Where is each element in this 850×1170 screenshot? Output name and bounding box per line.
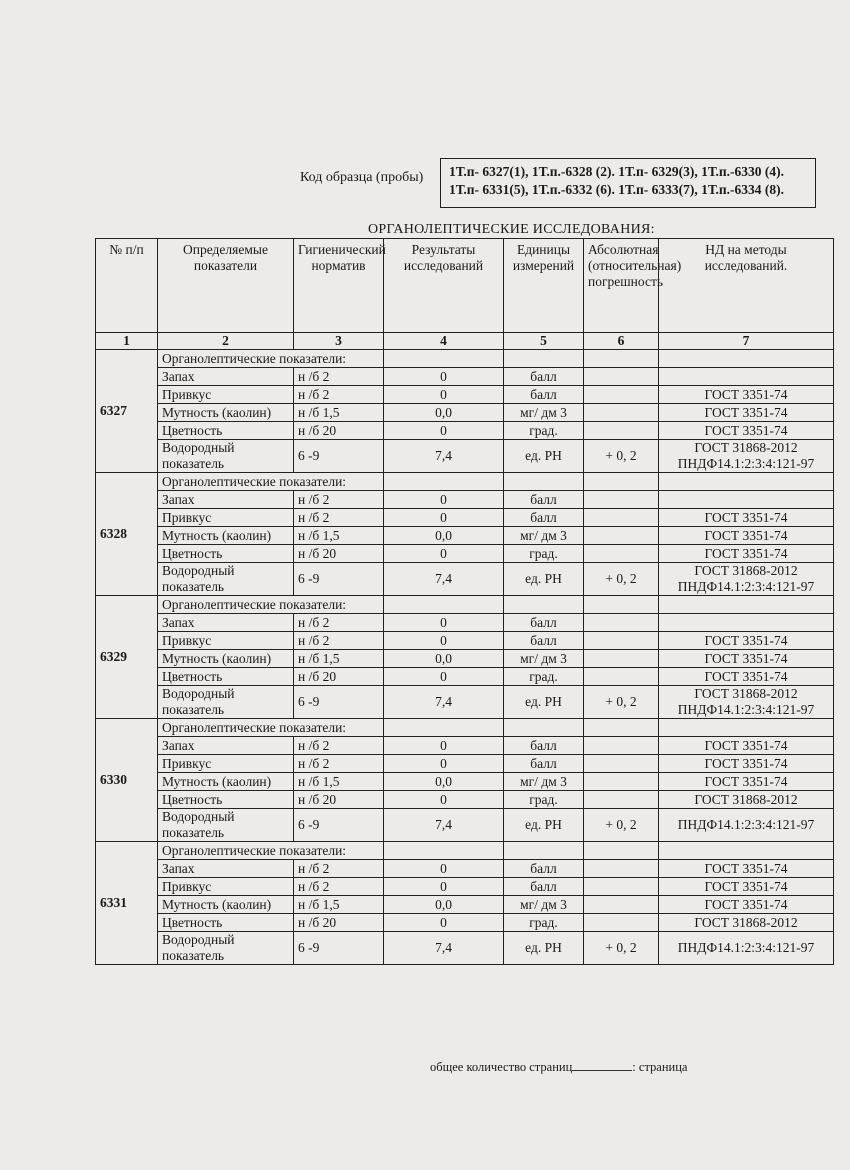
unit: ед. РН: [504, 563, 584, 596]
method-doc: ГОСТ 3351-74: [659, 422, 834, 440]
result-value: 0: [384, 668, 504, 686]
unit: мг/ дм 3: [504, 527, 584, 545]
empty-cell: [659, 719, 834, 737]
hygienic-norm: н /б 2: [294, 737, 384, 755]
footer-text-after: : страница: [632, 1060, 688, 1074]
empty-cell: [584, 350, 659, 368]
hygienic-norm: н /б 1,5: [294, 650, 384, 668]
sample-codes-line1: 1Т.п- 6327(1), 1Т.п.-6328 (2). 1Т.п- 6329(3), 1Т.п.-6330 (4).: [449, 164, 785, 179]
indicator-name: Запах: [158, 491, 294, 509]
table-row: [96, 545, 834, 563]
result-value: 0: [384, 755, 504, 773]
sample-codes-line2: 1Т.п- 6331(5), 1Т.п.-6332 (6). 1Т.п- 6333(7), 1Т.п.-6334 (8).: [449, 182, 785, 197]
error-value: + 0, 2: [584, 563, 659, 596]
hygienic-norm: н /б 2: [294, 878, 384, 896]
table-title: ОРГАНОЛЕПТИЧЕСКИЕ ИССЛЕДОВАНИЯ:: [368, 222, 655, 237]
sample-code-cell: 6327: [96, 350, 158, 473]
error-value: + 0, 2: [584, 686, 659, 719]
table-row: [96, 914, 834, 932]
unit: град.: [504, 545, 584, 563]
unit: ед. РН: [504, 932, 584, 965]
error-value: [584, 509, 659, 527]
method-doc: ГОСТ 3351-74: [659, 896, 834, 914]
error-value: [584, 896, 659, 914]
table-row: [96, 632, 834, 650]
empty-cell: [659, 350, 834, 368]
group-title: Органолептические показатели:: [158, 719, 384, 737]
method-doc: ГОСТ 3351-74: [659, 878, 834, 896]
indicator-name: Цветность: [158, 422, 294, 440]
indicator-name: Привкус: [158, 509, 294, 527]
indicator-name: Водородный показатель: [158, 563, 294, 596]
table-row: [96, 896, 834, 914]
result-value: 0: [384, 491, 504, 509]
error-value: [584, 527, 659, 545]
empty-cell: [504, 350, 584, 368]
table-row: [96, 440, 834, 473]
indicator-name: Цветность: [158, 668, 294, 686]
error-value: + 0, 2: [584, 809, 659, 842]
table-row: [96, 686, 834, 719]
bleed-through-text: [130, 108, 133, 123]
error-value: + 0, 2: [584, 440, 659, 473]
indicator-name: Запах: [158, 368, 294, 386]
table-row: [96, 737, 834, 755]
table-row: [96, 563, 834, 596]
sample-group-row: [96, 473, 834, 491]
indicator-name: Цветность: [158, 914, 294, 932]
method-doc: [659, 491, 834, 509]
table-row: [96, 368, 834, 386]
method-doc: ГОСТ 31868-2012 ПНДФ14.1:2:3:4:121-97: [659, 563, 834, 596]
method-doc: ГОСТ 3351-74: [659, 545, 834, 563]
hygienic-norm: н /б 20: [294, 791, 384, 809]
hygienic-norm: 6 -9: [294, 686, 384, 719]
table-row: [96, 860, 834, 878]
method-doc: ПНДФ14.1:2:3:4:121-97: [659, 932, 834, 965]
error-value: [584, 878, 659, 896]
method-doc: [659, 614, 834, 632]
column-number: 5: [504, 333, 584, 350]
table-row: [96, 509, 834, 527]
error-value: [584, 650, 659, 668]
hygienic-norm: 6 -9: [294, 563, 384, 596]
empty-cell: [384, 473, 504, 491]
group-title: Органолептические показатели:: [158, 350, 384, 368]
hygienic-norm: 6 -9: [294, 932, 384, 965]
hygienic-norm: н /б 2: [294, 509, 384, 527]
column-header: Единицы измерений: [504, 239, 584, 333]
result-value: 7,4: [384, 686, 504, 719]
indicator-name: Мутность (каолин): [158, 896, 294, 914]
table-row: [96, 386, 834, 404]
indicator-name: Водородный показатель: [158, 932, 294, 965]
empty-cell: [384, 350, 504, 368]
indicator-name: Цветность: [158, 791, 294, 809]
error-value: [584, 545, 659, 563]
result-value: 0: [384, 368, 504, 386]
column-number: 1: [96, 333, 158, 350]
error-value: [584, 914, 659, 932]
unit: ед. РН: [504, 809, 584, 842]
result-value: 0,0: [384, 773, 504, 791]
method-doc: ГОСТ 3351-74: [659, 509, 834, 527]
method-doc: ГОСТ 3351-74: [659, 632, 834, 650]
method-doc: ГОСТ 3351-74: [659, 404, 834, 422]
results-table: [95, 238, 834, 965]
result-value: 0: [384, 914, 504, 932]
column-number-row: [96, 333, 834, 350]
sample-code-box: [440, 158, 816, 208]
empty-cell: [504, 473, 584, 491]
method-doc: ГОСТ 3351-74: [659, 773, 834, 791]
table-row: [96, 527, 834, 545]
hygienic-norm: н /б 20: [294, 668, 384, 686]
hygienic-norm: 6 -9: [294, 809, 384, 842]
error-value: [584, 668, 659, 686]
column-number: 4: [384, 333, 504, 350]
column-number: 7: [659, 333, 834, 350]
column-header: НД на методы исследований.: [659, 239, 834, 333]
column-number: 6: [584, 333, 659, 350]
error-value: [584, 755, 659, 773]
sample-group-row: [96, 350, 834, 368]
method-doc: ГОСТ 3351-74: [659, 386, 834, 404]
table-row: [96, 404, 834, 422]
sample-group-row: [96, 596, 834, 614]
hygienic-norm: н /б 20: [294, 545, 384, 563]
table-row: [96, 650, 834, 668]
unit: балл: [504, 860, 584, 878]
method-doc: ГОСТ 31868-2012 ПНДФ14.1:2:3:4:121-97: [659, 686, 834, 719]
unit: балл: [504, 368, 584, 386]
result-value: 0: [384, 422, 504, 440]
result-value: 0: [384, 509, 504, 527]
indicator-name: Привкус: [158, 755, 294, 773]
unit: мг/ дм 3: [504, 404, 584, 422]
hygienic-norm: н /б 20: [294, 422, 384, 440]
table-row: [96, 491, 834, 509]
unit: балл: [504, 491, 584, 509]
empty-cell: [504, 596, 584, 614]
column-header: Гигиенический норматив: [294, 239, 384, 333]
error-value: [584, 737, 659, 755]
sample-code-cell: 6331: [96, 842, 158, 965]
column-header: № п/п: [96, 239, 158, 333]
result-value: 0,0: [384, 527, 504, 545]
method-doc: ПНДФ14.1:2:3:4:121-97: [659, 809, 834, 842]
indicator-name: Запах: [158, 737, 294, 755]
error-value: [584, 773, 659, 791]
hygienic-norm: 6 -9: [294, 440, 384, 473]
unit: мг/ дм 3: [504, 896, 584, 914]
hygienic-norm: н /б 2: [294, 614, 384, 632]
sample-group-row: [96, 842, 834, 860]
empty-cell: [584, 596, 659, 614]
result-value: 7,4: [384, 563, 504, 596]
indicator-name: Мутность (каолин): [158, 527, 294, 545]
unit: ед. РН: [504, 686, 584, 719]
group-title: Органолептические показатели:: [158, 473, 384, 491]
unit: балл: [504, 737, 584, 755]
result-value: 0: [384, 614, 504, 632]
error-value: [584, 386, 659, 404]
sample-group-row: [96, 719, 834, 737]
hygienic-norm: н /б 1,5: [294, 773, 384, 791]
result-value: 0: [384, 791, 504, 809]
method-doc: ГОСТ 31868-2012 ПНДФ14.1:2:3:4:121-97: [659, 440, 834, 473]
empty-cell: [384, 596, 504, 614]
empty-cell: [659, 473, 834, 491]
column-header: Абсолютная (относительная) погрешность: [584, 239, 659, 333]
column-header: Результаты исследований: [384, 239, 504, 333]
group-title: Органолептические показатели:: [158, 842, 384, 860]
indicator-name: Запах: [158, 860, 294, 878]
result-value: 0: [384, 545, 504, 563]
group-title: Органолептические показатели:: [158, 596, 384, 614]
table-row: [96, 422, 834, 440]
sample-code-cell: 6328: [96, 473, 158, 596]
unit: балл: [504, 386, 584, 404]
method-doc: ГОСТ 3351-74: [659, 860, 834, 878]
unit: балл: [504, 509, 584, 527]
table-row: [96, 668, 834, 686]
indicator-name: Мутность (каолин): [158, 773, 294, 791]
unit: балл: [504, 878, 584, 896]
table-row: [96, 791, 834, 809]
result-value: 0: [384, 860, 504, 878]
unit: мг/ дм 3: [504, 650, 584, 668]
indicator-name: Привкус: [158, 878, 294, 896]
hygienic-norm: н /б 2: [294, 368, 384, 386]
sample-code-cell: 6329: [96, 596, 158, 719]
method-doc: [659, 368, 834, 386]
hygienic-norm: н /б 2: [294, 860, 384, 878]
hygienic-norm: н /б 2: [294, 386, 384, 404]
hygienic-norm: н /б 1,5: [294, 896, 384, 914]
page-count-blank: [572, 1060, 632, 1071]
unit: балл: [504, 755, 584, 773]
error-value: + 0, 2: [584, 932, 659, 965]
error-value: [584, 491, 659, 509]
result-value: 0,0: [384, 896, 504, 914]
column-number: 2: [158, 333, 294, 350]
hygienic-norm: н /б 1,5: [294, 404, 384, 422]
result-value: 0: [384, 632, 504, 650]
empty-cell: [659, 596, 834, 614]
result-value: 0,0: [384, 650, 504, 668]
method-doc: ГОСТ 3351-74: [659, 527, 834, 545]
result-value: 0: [384, 386, 504, 404]
unit: град.: [504, 668, 584, 686]
result-value: 7,4: [384, 809, 504, 842]
footer-text-before: общее количество страниц: [430, 1060, 573, 1074]
empty-cell: [384, 842, 504, 860]
sample-code-label: Код образца (пробы): [300, 170, 424, 185]
empty-cell: [504, 719, 584, 737]
table-row: [96, 614, 834, 632]
result-value: 0,0: [384, 404, 504, 422]
sample-code-cell: 6330: [96, 719, 158, 842]
table-row: [96, 773, 834, 791]
empty-cell: [504, 842, 584, 860]
method-doc: ГОСТ 3351-74: [659, 668, 834, 686]
column-number: 3: [294, 333, 384, 350]
error-value: [584, 368, 659, 386]
table-row: [96, 878, 834, 896]
indicator-name: Мутность (каолин): [158, 650, 294, 668]
unit: град.: [504, 914, 584, 932]
hygienic-norm: н /б 2: [294, 755, 384, 773]
error-value: [584, 860, 659, 878]
hygienic-norm: н /б 20: [294, 914, 384, 932]
unit: ед. РН: [504, 440, 584, 473]
empty-cell: [384, 719, 504, 737]
method-doc: ГОСТ 3351-74: [659, 650, 834, 668]
indicator-name: Водородный показатель: [158, 686, 294, 719]
method-doc: ГОСТ 3351-74: [659, 737, 834, 755]
unit: балл: [504, 632, 584, 650]
unit: град.: [504, 422, 584, 440]
error-value: [584, 422, 659, 440]
hygienic-norm: н /б 2: [294, 632, 384, 650]
table-header-row: [96, 239, 834, 333]
error-value: [584, 404, 659, 422]
unit: мг/ дм 3: [504, 773, 584, 791]
indicator-name: Привкус: [158, 386, 294, 404]
indicator-name: Запах: [158, 614, 294, 632]
result-value: 0: [384, 737, 504, 755]
table-row: [96, 809, 834, 842]
empty-cell: [584, 473, 659, 491]
page-count-footer: [430, 1060, 687, 1075]
result-value: 0: [384, 878, 504, 896]
error-value: [584, 614, 659, 632]
empty-cell: [584, 842, 659, 860]
error-value: [584, 632, 659, 650]
indicator-name: Цветность: [158, 545, 294, 563]
indicator-name: Привкус: [158, 632, 294, 650]
method-doc: ГОСТ 31868-2012: [659, 914, 834, 932]
table-row: [96, 932, 834, 965]
unit: град.: [504, 791, 584, 809]
column-header: Определяемые показатели: [158, 239, 294, 333]
error-value: [584, 791, 659, 809]
method-doc: ГОСТ 31868-2012: [659, 791, 834, 809]
unit: балл: [504, 614, 584, 632]
empty-cell: [584, 719, 659, 737]
result-value: 7,4: [384, 932, 504, 965]
hygienic-norm: н /б 1,5: [294, 527, 384, 545]
indicator-name: Водородный показатель: [158, 440, 294, 473]
method-doc: ГОСТ 3351-74: [659, 755, 834, 773]
empty-cell: [659, 842, 834, 860]
table-row: [96, 755, 834, 773]
result-value: 7,4: [384, 440, 504, 473]
indicator-name: Мутность (каолин): [158, 404, 294, 422]
indicator-name: Водородный показатель: [158, 809, 294, 842]
hygienic-norm: н /б 2: [294, 491, 384, 509]
